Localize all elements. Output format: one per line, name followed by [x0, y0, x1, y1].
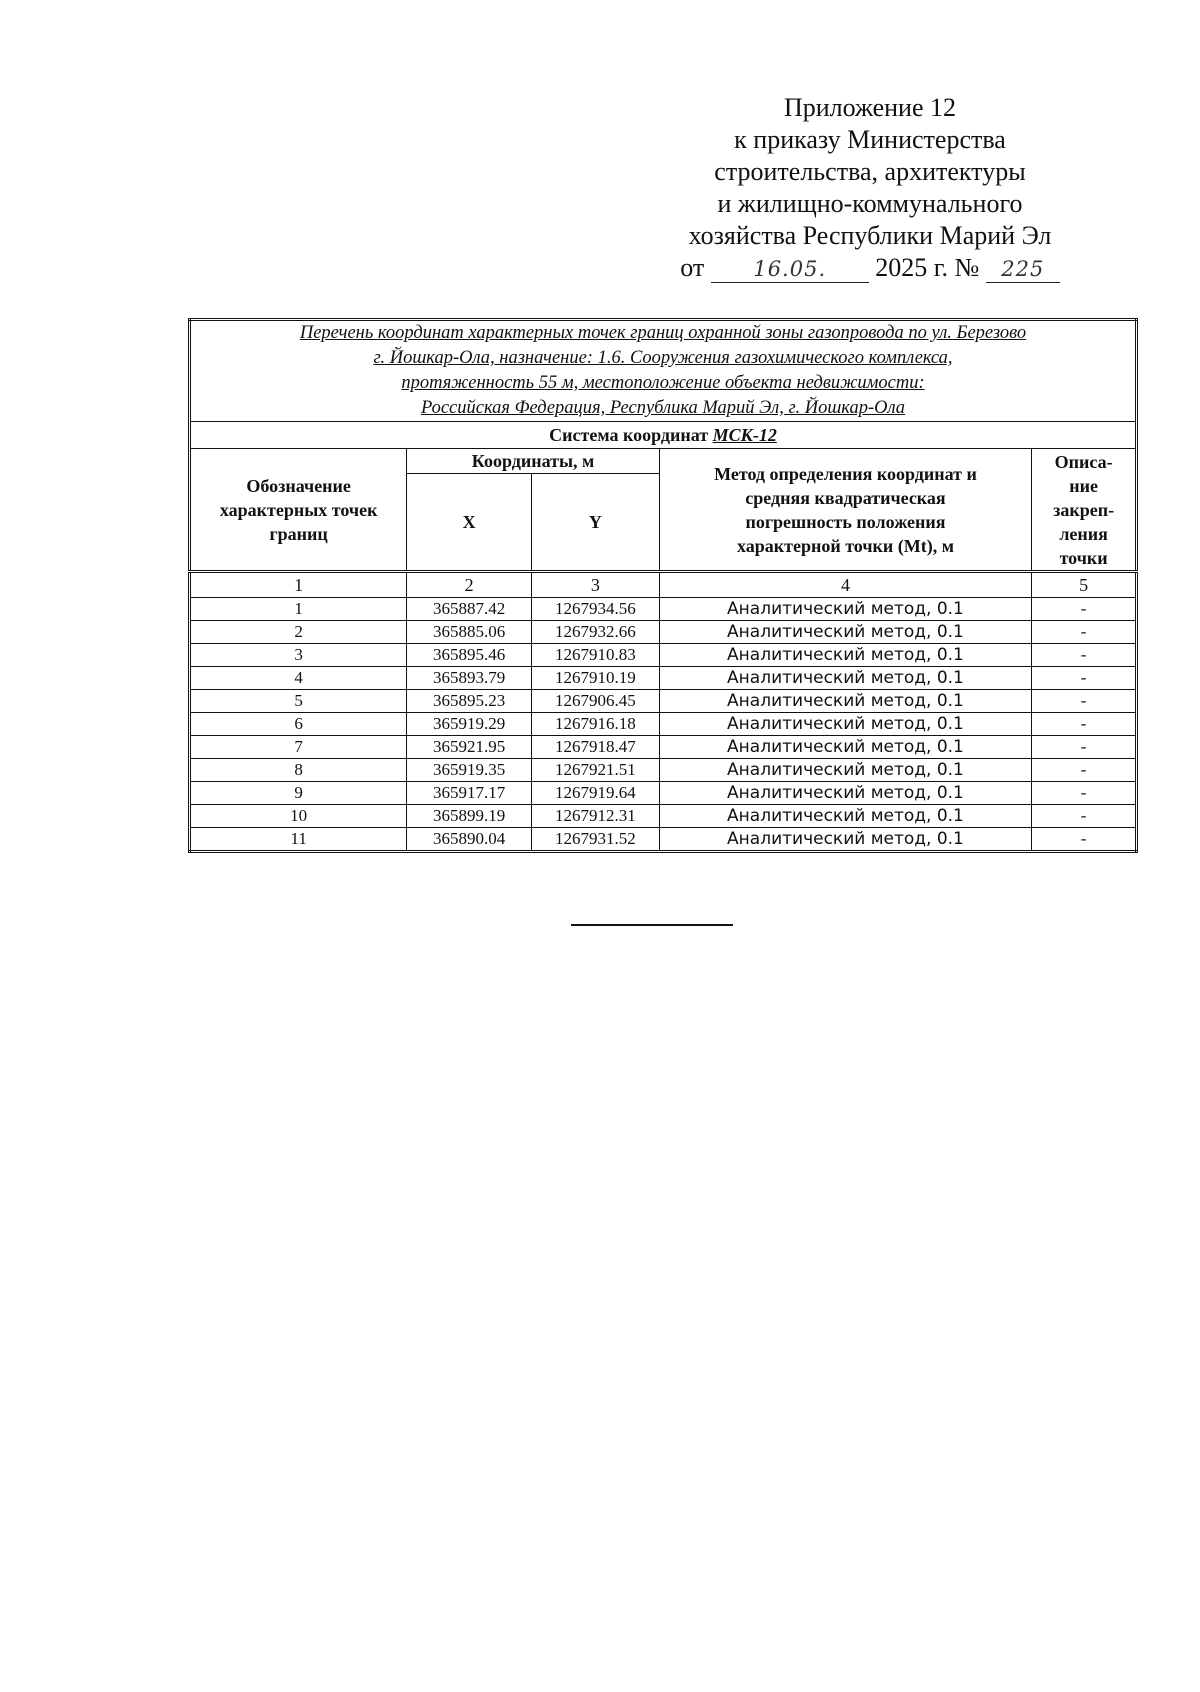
column-number: 2 — [407, 572, 532, 598]
description-cell: - — [1032, 690, 1137, 713]
order-date-line — [640, 252, 1100, 284]
y-coordinate-cell: 1267932.66 — [532, 621, 660, 644]
col-header-description-line: Описа- — [1054, 451, 1113, 472]
col-header-point-line: границ — [269, 523, 328, 544]
x-coordinate-cell: 365919.35 — [407, 759, 532, 782]
method-cell: Аналитический метод, 0.1 — [659, 828, 1031, 852]
point-number-cell: 10 — [190, 805, 407, 828]
y-coordinate-cell: 1267919.64 — [532, 782, 660, 805]
point-number-cell: 8 — [190, 759, 407, 782]
col-header-y: Y — [532, 474, 660, 572]
method-cell: Аналитический метод, 0.1 — [659, 667, 1031, 690]
col-header-method-line: погрешность положения — [745, 511, 946, 532]
col-header-method-line: средняя квадратическая — [745, 487, 946, 508]
column-number: 4 — [659, 572, 1031, 598]
col-header-point-line: Обозначение — [246, 475, 351, 496]
coordinate-system-row — [190, 422, 1137, 449]
year-text: 2025 г. № — [875, 253, 980, 282]
col-header-description-line: ние — [1069, 475, 1098, 496]
y-coordinate-cell: 1267918.47 — [532, 736, 660, 759]
table-row — [190, 713, 1137, 736]
table-row — [190, 621, 1137, 644]
col-header-x: X — [407, 474, 532, 572]
description-cell: - — [1032, 759, 1137, 782]
method-cell: Аналитический метод, 0.1 — [659, 759, 1031, 782]
appendix-line: Приложение 12 — [783, 93, 957, 122]
column-number: 3 — [532, 572, 660, 598]
x-coordinate-cell: 365919.29 — [407, 713, 532, 736]
point-number-cell: 11 — [190, 828, 407, 852]
description-cell: - — [1032, 621, 1137, 644]
table-row — [190, 667, 1137, 690]
table-row — [190, 736, 1137, 759]
table-title-line: Российская Федерация, Республика Марий Эл, г. Йошкар-Ола — [420, 398, 906, 418]
x-coordinate-cell: 365921.95 — [407, 736, 532, 759]
x-coordinate-cell: 365890.04 — [407, 828, 532, 852]
description-cell: - — [1032, 782, 1137, 805]
point-number-cell: 1 — [190, 598, 407, 621]
method-cell: Аналитический метод, 0.1 — [659, 644, 1031, 667]
column-number: 5 — [1032, 572, 1137, 598]
table-title-line: Перечень координат характерных точек границ охранной зоны газопровода по ул. Березово — [299, 323, 1027, 343]
handwritten-order-number: 225 — [986, 256, 1060, 283]
method-cell: Аналитический метод, 0.1 — [659, 782, 1031, 805]
point-number-cell: 5 — [190, 690, 407, 713]
col-header-method-line: характерной точки (Mt), м — [736, 535, 954, 556]
y-coordinate-cell: 1267910.19 — [532, 667, 660, 690]
column-number: 1 — [190, 572, 407, 598]
col-header-coordinates: Координаты, м — [407, 449, 659, 474]
y-coordinate-cell: 1267916.18 — [532, 713, 660, 736]
x-coordinate-cell: 365893.79 — [407, 667, 532, 690]
table-row — [190, 805, 1137, 828]
point-number-cell: 6 — [190, 713, 407, 736]
col-header-point — [190, 449, 407, 572]
col-header-description-line: закреп- — [1053, 499, 1115, 520]
y-coordinate-cell: 1267921.51 — [532, 759, 660, 782]
col-header-method — [659, 449, 1031, 572]
coordinate-system-value: МСК-12 — [712, 424, 777, 445]
method-cell: Аналитический метод, 0.1 — [659, 621, 1031, 644]
table-row — [190, 828, 1137, 852]
description-cell: - — [1032, 598, 1137, 621]
coordinates-rows — [190, 598, 1137, 852]
method-cell: Аналитический метод, 0.1 — [659, 690, 1031, 713]
col-header-point-line: характерных точек — [219, 499, 378, 520]
point-number-cell: 2 — [190, 621, 407, 644]
table-title — [190, 320, 1137, 422]
x-coordinate-cell: 365917.17 — [407, 782, 532, 805]
x-coordinate-cell: 365899.19 — [407, 805, 532, 828]
table-row — [190, 759, 1137, 782]
description-cell: - — [1032, 828, 1137, 852]
description-cell: - — [1032, 713, 1137, 736]
description-cell: - — [1032, 736, 1137, 759]
point-number-cell: 9 — [190, 782, 407, 805]
table-title-line: г. Йошкар-Ола, назначение: 1.6. Сооружения газохимического комплекса, — [373, 348, 953, 368]
y-coordinate-cell: 1267912.31 — [532, 805, 660, 828]
coordinates-table — [188, 318, 1138, 853]
appendix-header — [640, 92, 1100, 284]
end-divider — [571, 924, 733, 926]
point-number-cell: 3 — [190, 644, 407, 667]
handwritten-date: 16.05. — [711, 256, 869, 283]
x-coordinate-cell: 365895.23 — [407, 690, 532, 713]
method-cell: Аналитический метод, 0.1 — [659, 805, 1031, 828]
coordinate-system-label: Система координат — [549, 424, 709, 445]
appendix-line: и жилищно-коммунального — [717, 189, 1023, 218]
method-cell: Аналитический метод, 0.1 — [659, 736, 1031, 759]
appendix-line: хозяйства Республики Марий Эл — [688, 221, 1052, 250]
y-coordinate-cell: 1267906.45 — [532, 690, 660, 713]
x-coordinate-cell: 365885.06 — [407, 621, 532, 644]
x-coordinate-cell: 365895.46 — [407, 644, 532, 667]
point-number-cell: 4 — [190, 667, 407, 690]
description-cell: - — [1032, 667, 1137, 690]
y-coordinate-cell: 1267931.52 — [532, 828, 660, 852]
col-header-description-line: ления — [1059, 523, 1108, 544]
method-cell: Аналитический метод, 0.1 — [659, 598, 1031, 621]
appendix-line: к приказу Министерства — [734, 125, 1006, 154]
point-number-cell: 7 — [190, 736, 407, 759]
method-cell: Аналитический метод, 0.1 — [659, 713, 1031, 736]
table-row — [190, 598, 1137, 621]
table-row — [190, 782, 1137, 805]
appendix-line: строительства, архитектуры — [714, 157, 1026, 186]
y-coordinate-cell: 1267910.83 — [532, 644, 660, 667]
x-coordinate-cell: 365887.42 — [407, 598, 532, 621]
description-cell: - — [1032, 644, 1137, 667]
col-header-description — [1032, 449, 1137, 572]
column-number-row — [190, 572, 1137, 598]
col-header-description-line: точки — [1059, 547, 1108, 568]
y-coordinate-cell: 1267934.56 — [532, 598, 660, 621]
table-title-line: протяженность 55 м, местоположение объекта недвижимости: — [401, 373, 925, 393]
table-row — [190, 644, 1137, 667]
col-header-method-line: Метод определения координат и — [714, 463, 977, 484]
description-cell: - — [1032, 805, 1137, 828]
date-prefix: от — [680, 253, 705, 282]
table-row — [190, 690, 1137, 713]
